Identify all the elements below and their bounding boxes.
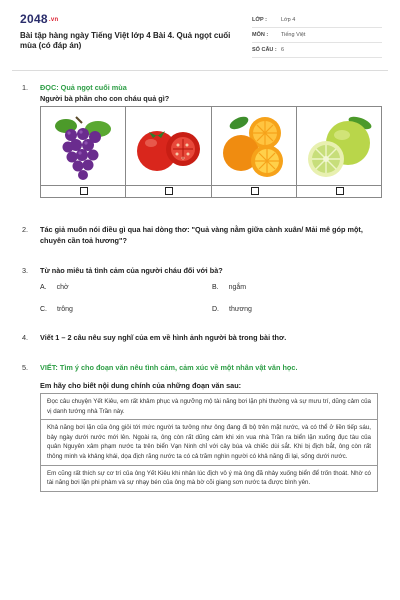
question-1-prompt: Người bà phần cho con cháu quả gì? [40, 94, 170, 103]
page-title: Bài tập hàng ngày Tiếng Việt lớp 4 Bài 4. Quả ngọt cuối mùa (có đáp án) [20, 31, 231, 50]
meta-subject: MÔN : Tiếng Việt [252, 28, 382, 43]
question-number: 2. [22, 225, 29, 234]
meta-question-count: SỐ CÂU : 6 [252, 43, 382, 58]
question-number: 3. [22, 266, 29, 275]
question-number: 1. [22, 83, 29, 92]
passage-table [40, 393, 378, 492]
option-c[interactable]: C. trông [40, 306, 73, 313]
tomatoes-checkbox[interactable] [165, 187, 173, 195]
option-b[interactable]: B. ngắm [212, 284, 247, 291]
fruit-option [297, 107, 381, 197]
grapes-image [46, 109, 120, 183]
oranges-image [217, 109, 291, 183]
option-d[interactable]: D. thương [212, 306, 252, 313]
question-5-prompt: Em hãy cho biết nội dung chính của những đoạn văn sau: [40, 381, 242, 390]
option-a[interactable]: A. chờ [40, 284, 69, 291]
pomelos-checkbox[interactable] [336, 187, 344, 195]
fruit-image-grid [40, 106, 382, 198]
question-3-text: Từ nào miêu tả tình cảm của người cháu đối với bà? [40, 266, 223, 275]
grapes-checkbox[interactable] [80, 187, 88, 195]
header-divider [12, 70, 388, 71]
fruit-option [41, 107, 126, 197]
header [0, 0, 400, 64]
fruit-option [212, 107, 297, 197]
meta-info [252, 13, 382, 58]
site-logo[interactable]: 2048.vn [20, 12, 59, 26]
question-2-text: Tác giả muốn nói điều gì qua hai dòng thơ: "Quả vàng nằm giữa cành xuân/ Mải mê góp một, chuyên cần toả hương"? [40, 225, 363, 245]
passage-cell: Em cũng rất thích sự cơ trí của ông Yết Kiêu khi nhân lúc địch vô ý mà ông đã nhảy xuống biển để trốn thoát. Nhờ có tài năng bơi lặn phi phàm và sự nhạy bén của ông mà bờ cõi giang sơn nước ta được bình yên. [47, 469, 371, 487]
tomatoes-image [131, 109, 205, 183]
question-5-label: VIẾT: Tìm ý cho đoạn văn nêu tình cảm, cảm xúc về một nhân vật văn học. [40, 363, 298, 372]
question-number: 5. [22, 363, 29, 372]
question-number: 4. [22, 333, 29, 342]
passage-cell: Đọc câu chuyện Yết Kiêu, em rất khâm phục và ngưỡng mộ tài năng bơi lặn phi thường và sự mưu trí, dũng cảm của vị danh tướng nhà Trần này. [41, 394, 377, 420]
question-1-label: ĐỌC: Quả ngọt cuối mùa [40, 83, 127, 92]
meta-class: LỚP : Lớp 4 [252, 13, 382, 28]
pomelos-image [302, 109, 376, 183]
oranges-checkbox[interactable] [251, 187, 259, 195]
question-4-text: Viết 1 – 2 câu nêu suy nghĩ của em về hình ảnh người bà trong bài thơ. [40, 333, 287, 342]
fruit-option [126, 107, 211, 197]
passage-cell: Khả năng bơi lặn của ông giỏi tới mức người ta tưởng như ông đang đi bộ trên mặt nước, và có thể ở liền tiếp sáu, bảy ngày dưới nước mới lên. Ngoài ra, ông còn rất dũng cảm khi xin vua nhà Trần ra biển lặn xuống đục tàu của quân Nguyên xâm phạm nước ta trên biển Vạn Ninh chỉ với cây búa và chiếc dùi sắt. Khi bị địch bắt, ông còn rất thông minh và khảng khái, dọa địch răng nước ta có cả trăm nghìn người có khả năng đi lại, sống dưới nước. [41, 420, 377, 465]
